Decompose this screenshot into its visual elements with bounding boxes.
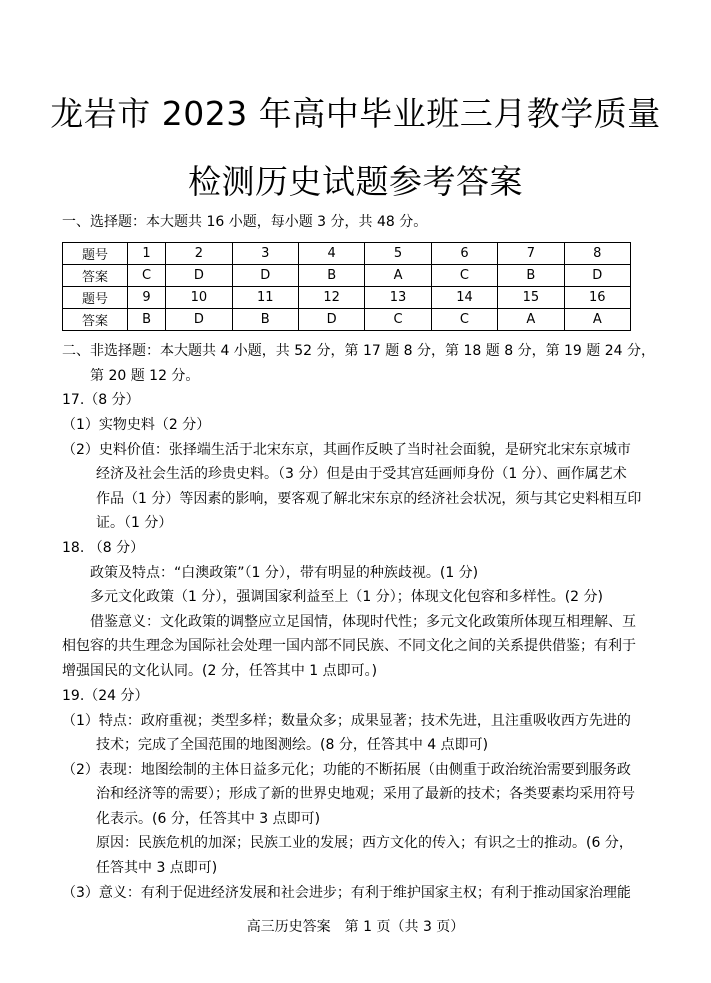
q18-line: 政策及特点：“白澳政策”（1 分），带有明显的种族歧视。(1 分) xyxy=(90,565,479,581)
answer-table-cell: 3 xyxy=(232,243,298,265)
answer-table-cell: 2 xyxy=(166,243,232,265)
q19-part3-line: （3）意义：有利于促进经济发展和社会进步；有利于维护国家主权；有利于推动国家治理能 xyxy=(62,885,631,901)
answer-table-cell: 8 xyxy=(564,243,630,265)
q19-part2-line: （2）表现：地图绘制的主体日益多元化；功能的不断拓展（由侧重于政治统治需要到服务政 xyxy=(62,762,631,778)
answer-table-cell: A xyxy=(365,265,431,287)
answer-table-row xyxy=(63,243,631,265)
answer-table-cell: D xyxy=(166,309,232,331)
q19-part2-line: 化表示。(6 分，任答其中 3 点即可) xyxy=(96,811,321,827)
answer-table-cell: C xyxy=(365,309,431,331)
page-footer: 高三历史答案 第 1 页（共 3 页） xyxy=(246,919,465,935)
q17-heading: 17.（8 分） xyxy=(62,392,140,408)
q18-line: 相包容的共生理念为国际社会处理一国内部不同民族、不同文化之间的关系提供借鉴；有利于 xyxy=(62,638,636,654)
answer-table-cell: 11 xyxy=(232,287,298,309)
answer-table-cell: 7 xyxy=(498,243,564,265)
answer-table-cell: C xyxy=(431,309,497,331)
answer-table xyxy=(62,242,631,331)
q18-line: 借鉴意义：文化政策的调整应立足国情，体现时代性；多元文化政策所体现互相理解、互 xyxy=(90,614,636,630)
answer-table-cell: D xyxy=(298,309,364,331)
answer-table-cell: B xyxy=(232,309,298,331)
q18-line: 多元文化政策（1 分），强调国家利益至上（1 分）；体现文化包容和多样性。(2 分) xyxy=(90,589,603,605)
answer-table-cell: 6 xyxy=(431,243,497,265)
answer-table-cell: A xyxy=(564,309,630,331)
answer-table-cell: 5 xyxy=(365,243,431,265)
answer-table-cell: 10 xyxy=(166,287,232,309)
section1-heading: 一、选择题：本大题共 16 小题，每小题 3 分，共 48 分。 xyxy=(62,214,428,230)
answer-table-cell: 16 xyxy=(564,287,630,309)
q17-part1: （1）实物史料（2 分） xyxy=(62,417,211,433)
answer-table-row xyxy=(63,287,631,309)
answer-table-cell: 4 xyxy=(298,243,364,265)
answer-table-cell: D xyxy=(564,265,630,287)
q19-part2-line: 原因：民族危机的加深；民族工业的发展；西方文化的传入；有识之士的推动。(6 分， xyxy=(96,835,633,851)
answer-table-cell: 14 xyxy=(431,287,497,309)
q17-part2-line: 证。（1 分） xyxy=(96,515,173,531)
answer-table-cell: 13 xyxy=(365,287,431,309)
answer-table-cell: B xyxy=(498,265,564,287)
answer-table-cell: C xyxy=(128,265,166,287)
q17-part2-line: 作品（1 分）等因素的影响，要客观了解北宋东京的经济社会状况，须与其它史料相互印 xyxy=(96,491,642,507)
answer-table-cell: B xyxy=(128,309,166,331)
q17-part2-line: 经济及社会生活的珍贵史料。（3 分）但是由于受其宫廷画师身份（1 分）、画作属艺术 xyxy=(96,466,627,482)
q18-line: 增强国民的文化认同。(2 分，任答其中 1 点即可。) xyxy=(62,663,378,679)
answer-table-cell: C xyxy=(431,265,497,287)
section2-heading-cont: 第 20 题 12 分。 xyxy=(90,368,200,384)
answer-table-row-label: 题号 xyxy=(63,243,128,265)
q18-heading: 18. （8 分） xyxy=(62,540,145,556)
answer-table-cell: 15 xyxy=(498,287,564,309)
q19-part1-line: 技术；完成了全国范围的地图测绘。(8 分，任答其中 4 点即可) xyxy=(96,737,489,753)
answer-table-row-label: 答案 xyxy=(63,309,128,331)
q19-part1-line: （1）特点：政府重视；类型多样；数量众多；成果显著；技术先进，且注重吸收西方先进的 xyxy=(62,713,631,729)
answer-table-cell: B xyxy=(298,265,364,287)
answer-table-row xyxy=(63,265,631,287)
answer-table-row-label: 答案 xyxy=(63,265,128,287)
title-line-2: 检测历史试题参考答案 xyxy=(188,162,523,201)
answer-table-cell: 9 xyxy=(128,287,166,309)
q19-part2-line: 治和经济等的需要）；形成了新的世界史地观；采用了最新的技术；各类要素均采用符号 xyxy=(96,786,635,802)
answer-table-cell: A xyxy=(498,309,564,331)
section2-heading: 二、非选择题：本大题共 4 小题，共 52 分，第 17 题 8 分，第 18 题 8 分，第 19 题 24 分， xyxy=(62,343,655,359)
answer-table-cell: D xyxy=(166,265,232,287)
title-line-1: 龙岩市 2023 年高中毕业班三月教学质量 xyxy=(50,94,661,133)
answer-table-cell: D xyxy=(232,265,298,287)
answer-table-cell: 12 xyxy=(298,287,364,309)
answer-table-cell: 1 xyxy=(128,243,166,265)
q19-heading: 19.（24 分） xyxy=(62,688,149,704)
answer-table-row-label: 题号 xyxy=(63,287,128,309)
q19-part2-line: 任答其中 3 点即可) xyxy=(96,860,218,876)
answer-table-row xyxy=(63,309,631,331)
q17-part2-line: （2）史料价值：张择端生活于北宋东京，其画作反映了当时社会面貌，是研究北宋东京城市 xyxy=(62,442,631,458)
